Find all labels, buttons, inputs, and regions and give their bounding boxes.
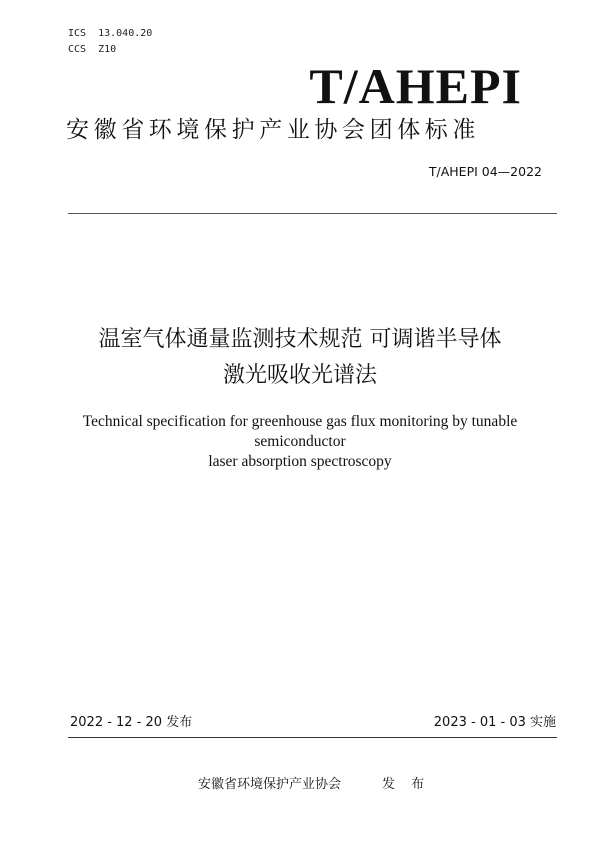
classification-codes — [68, 26, 152, 58]
english-title — [40, 412, 560, 472]
chinese-title-line-1: 温室气体通量监测技术规范 可调谐半导体 — [98, 327, 502, 352]
ics-code: ICS 13.040.20 — [68, 28, 153, 39]
top-divider — [68, 213, 557, 214]
chinese-title — [40, 322, 560, 394]
implementation-date: 2023 - 01 - 03 实施 — [433, 715, 556, 730]
publisher-name: 安徽省环境保护产业协会 — [198, 777, 342, 792]
english-title-line-2: laser absorption spectroscopy — [208, 453, 392, 470]
organization-standard-title: 安徽省环境保护产业协会团体标准 — [66, 117, 480, 143]
brand-logo-text: T/AHEPI — [309, 58, 522, 114]
standard-number: T/AHEPI 04—2022 — [428, 164, 542, 179]
bottom-divider — [68, 737, 557, 738]
ccs-code: CCS Z10 — [68, 44, 117, 55]
chinese-title-line-2: 激光吸收光谱法 — [222, 363, 377, 388]
publish-label: 发 布 — [382, 777, 431, 792]
english-title-line-1: Technical specification for greenhouse gas flux monitoring by tunable semiconductor — [82, 413, 518, 450]
issue-date: 2022 - 12 - 20 发布 — [70, 715, 193, 730]
